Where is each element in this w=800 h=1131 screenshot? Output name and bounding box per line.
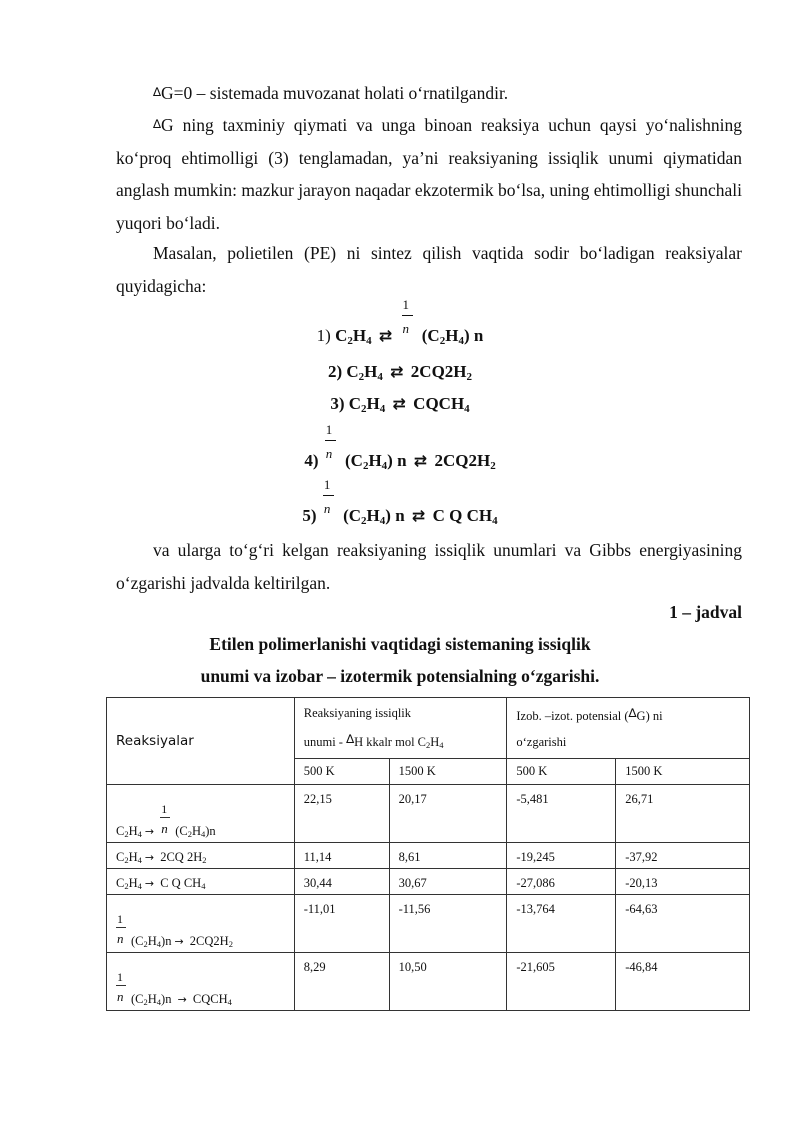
value-cell: -11,01 bbox=[294, 895, 389, 953]
value-cell: 8,61 bbox=[389, 843, 507, 869]
equation-lhs: $(C_2H_4)$ n bbox=[343, 506, 405, 527]
value-cell: 11,14 bbox=[294, 843, 389, 869]
fraction: $\frac{1}{n}$ bbox=[160, 821, 172, 835]
table-row bbox=[107, 843, 750, 869]
equilibrium-arrow-icon: ⇄ bbox=[378, 326, 393, 345]
equation-lhs: $C_2H_4$ bbox=[348, 394, 386, 415]
value-cell: 30,67 bbox=[389, 869, 507, 895]
delta-symbol: ∆ bbox=[153, 117, 162, 131]
delta-symbol: ∆ bbox=[346, 732, 355, 746]
fraction: $\frac{1}{n}$ bbox=[325, 452, 337, 466]
value-cell: -5,481 bbox=[507, 785, 616, 843]
fraction: $\frac{1}{n}$ bbox=[323, 507, 335, 521]
equation-1: 1) $C_2H_4$ ⇄ $\frac{1}{n}$ $(C_2H_4)$ n bbox=[316, 297, 484, 347]
equation-rhs: C Q $CH_4$ bbox=[432, 506, 498, 527]
equilibrium-arrow-icon: ⇄ bbox=[390, 362, 404, 381]
arrow-icon: → bbox=[144, 825, 155, 838]
fraction: $\frac{1}{n}$ bbox=[116, 989, 128, 1003]
temp-cell: 500 K bbox=[507, 759, 616, 785]
paragraph-equilibrium: ∆G=0 – sistemada muvozanat holati o‘rnatilgandir. bbox=[153, 83, 509, 103]
table-label: 1 – jadval bbox=[669, 602, 742, 622]
value-cell: 26,71 bbox=[616, 785, 750, 843]
table-caption-line1: Etilen polimerlanishi vaqtidagi sistemaning issiqlik bbox=[209, 634, 591, 654]
value-cell: -20,13 bbox=[616, 869, 750, 895]
equation-3: 3) $C_2H_4$ ⇄ $CQCH_4$ bbox=[330, 394, 470, 415]
equation-lhs: $C_2H_4$ bbox=[335, 326, 372, 347]
delta-symbol: ∆ bbox=[628, 706, 637, 720]
equilibrium-arrow-icon: ⇄ bbox=[392, 394, 406, 413]
equation-4: 4) $\frac{1}{n}$ $(C_2H_4)$ n ⇄ $2CQ2H_2$ bbox=[304, 422, 496, 472]
equation-rhs: $CQCH_4$ bbox=[413, 394, 470, 415]
paragraph-gibbs-direction: ∆G ning taxminiy qiymati va unga binoan reaksiya uchun qaysi yo‘nalishning ko‘proq ehtimolligi (3) tenglamadan, ya’ni reaksiyaning issiqlik unumi qiymatidan anglash mumkin: mazkur jarayon naqadar ekzotermik bo‘lsa, uning ehtimolligi shunchali yuqori bo‘ladi. bbox=[116, 115, 742, 233]
data-table bbox=[106, 697, 750, 1011]
header-heat-yield: Reaksiyaning issiqlik unumi - ∆H kkalr mol C2H4 bbox=[294, 698, 507, 759]
equation-rhs: $2CQ2H_2$ bbox=[410, 362, 473, 383]
fraction: $\frac{1}{n}$ bbox=[116, 931, 128, 945]
temp-cell: 1500 K bbox=[389, 759, 507, 785]
table-caption-line2: unumi va izobar – izotermik potensialning o‘zgarishi. bbox=[200, 666, 600, 686]
arrow-icon: → bbox=[144, 851, 155, 864]
value-cell: -21,605 bbox=[507, 953, 616, 1011]
reaction-cell: C2H4 → C Q CH4 bbox=[107, 869, 295, 895]
temp-cell: 500 K bbox=[294, 759, 389, 785]
table-row bbox=[107, 869, 750, 895]
reaction-cell: C2H4 → $\frac{1}{n}$ (C2H4)n bbox=[107, 785, 295, 843]
header-reactions: Reaksiyalar bbox=[107, 698, 295, 785]
reaction-cell: C2H4 → 2CQ 2H2 bbox=[107, 843, 295, 869]
value-cell: 20,17 bbox=[389, 785, 507, 843]
reaction-cell: $\frac{1}{n}$ (C2H4)n → 2CQ2H2 bbox=[107, 895, 295, 953]
equation-rhs: $2CQ2H_2$ bbox=[434, 451, 496, 472]
equilibrium-arrow-icon: ⇄ bbox=[411, 506, 426, 525]
equation-2: 2) $C_2H_4$ ⇄ $2CQ2H_2$ bbox=[327, 362, 473, 383]
fraction: $\frac{1}{n}$ bbox=[402, 327, 414, 341]
value-cell: -64,63 bbox=[616, 895, 750, 953]
table-header-row bbox=[107, 698, 750, 759]
arrow-icon: → bbox=[144, 877, 155, 890]
value-cell: -46,84 bbox=[616, 953, 750, 1011]
equation-5: 5) $\frac{1}{n}$ $(C_2H_4)$ n ⇄ C Q $CH_4$ bbox=[302, 477, 498, 527]
value-cell: -11,56 bbox=[389, 895, 507, 953]
reaction-cell: $\frac{1}{n}$ (C2H4)n → CQCH4 bbox=[107, 953, 295, 1011]
value-cell: 30,44 bbox=[294, 869, 389, 895]
equation-rhs: $(C_2H_4)$ n bbox=[421, 326, 484, 347]
delta-symbol: ∆ bbox=[153, 85, 162, 99]
table-row bbox=[107, 895, 750, 953]
temp-cell: 1500 K bbox=[616, 759, 750, 785]
value-cell: -27,086 bbox=[507, 869, 616, 895]
equilibrium-arrow-icon: ⇄ bbox=[413, 451, 428, 470]
value-cell: 10,50 bbox=[389, 953, 507, 1011]
value-cell: -37,92 bbox=[616, 843, 750, 869]
value-cell: 22,15 bbox=[294, 785, 389, 843]
value-cell: -19,245 bbox=[507, 843, 616, 869]
paragraph-table-intro: va ularga to‘g‘ri kelgan reaksiyaning issiqlik unumlari va Gibbs energiyasining o‘zgarishi jadvalda keltirilgan. bbox=[116, 540, 742, 593]
arrow-icon: → bbox=[174, 935, 184, 948]
table-row bbox=[107, 785, 750, 843]
paragraph-example: Masalan, polietilen (PE) ni sintez qilish vaqtida sodir bo‘ladigan reaksiyalar quyidagicha: bbox=[116, 243, 742, 296]
value-cell: 8,29 bbox=[294, 953, 389, 1011]
table-row bbox=[107, 953, 750, 1011]
arrow-icon: → bbox=[177, 993, 187, 1006]
value-cell: -13,764 bbox=[507, 895, 616, 953]
equation-lhs: $(C_2H_4)$ n bbox=[344, 451, 407, 472]
header-gibbs-change: Izob. –izot. potensial (∆G) ni o‘zgarishi bbox=[507, 698, 750, 759]
equation-lhs: $C_2H_4$ bbox=[346, 362, 383, 383]
